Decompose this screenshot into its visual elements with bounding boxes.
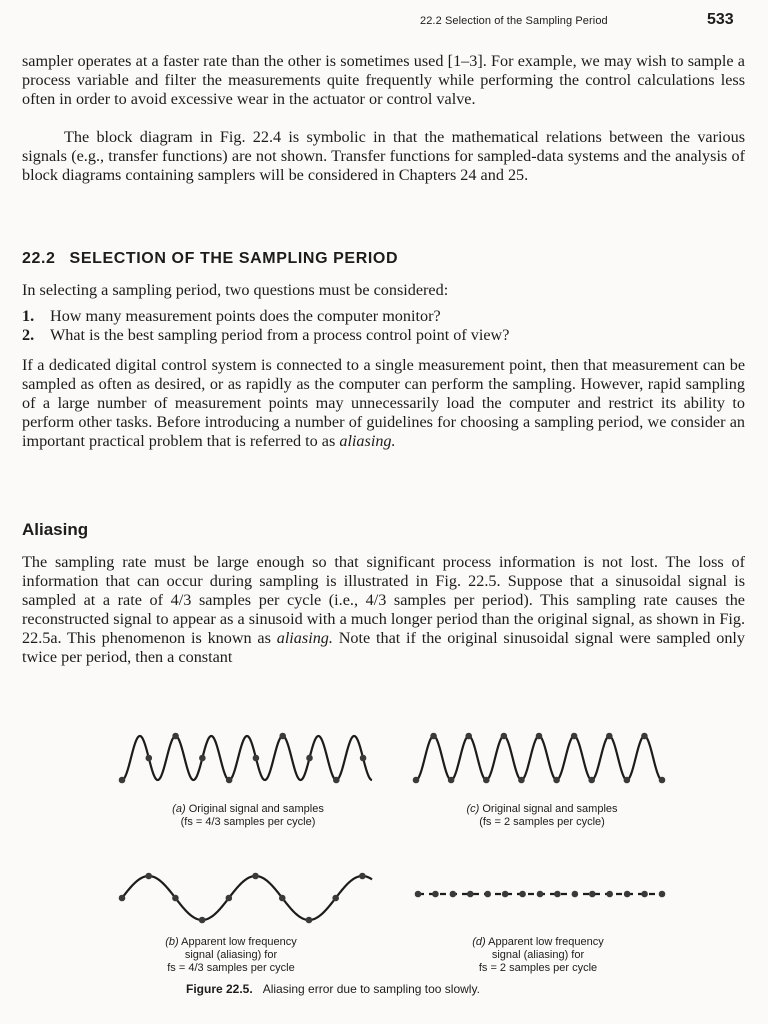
- caption-panel-c: [422, 803, 662, 829]
- sample-point: [467, 891, 474, 898]
- aliasing-heading: Aliasing: [22, 520, 89, 539]
- sample-point: [624, 777, 631, 784]
- caption-panel-d: [418, 936, 658, 975]
- caption-line: Apparent low frequency: [488, 936, 604, 948]
- sample-point: [359, 873, 366, 880]
- caption-panel-b: [111, 936, 351, 975]
- sample-point: [554, 891, 561, 898]
- sample-point: [226, 777, 233, 784]
- caption-letter: (d): [472, 936, 486, 948]
- aliasing-paragraph: [22, 553, 745, 667]
- signal-curve: [122, 736, 372, 780]
- sample-point: [518, 777, 525, 784]
- caption-line: fs = 4/3 samples per cycle: [167, 962, 295, 974]
- panel-b-aliased-signal: [119, 873, 372, 924]
- aliasing-paragraph-term: aliasing.: [276, 629, 333, 647]
- sample-point: [199, 917, 206, 924]
- sample-point: [430, 733, 437, 740]
- sample-point: [119, 777, 126, 784]
- caption-line: signal (aliasing) for: [184, 949, 278, 961]
- section-lead: In selecting a sampling period, two questions must be considered:: [22, 281, 449, 299]
- signal-curve: [416, 736, 662, 780]
- sample-point: [172, 733, 179, 740]
- list-item-text: What is the best sampling period from a process control point of view?: [50, 326, 510, 344]
- sample-point: [333, 777, 340, 784]
- section-paragraph-text: If a dedicated digital control system is connected to a single measurement point, then that measurement can be sampled as often as desired, or as rapidly as the computer can perform the sampling. However, rapid sampling of a large number of measurement points may unnecessarily load the computer and restrict its ability to perform other tasks. Before introducing a number of guidelines for choosing a sampling period, we consider an important practical problem that is referred to as: [22, 356, 745, 450]
- sample-point: [306, 755, 313, 762]
- sample-point: [448, 777, 455, 784]
- sample-point: [484, 891, 491, 898]
- list-item-number: 2.: [22, 326, 35, 344]
- aliasing-paragraph-part1: The sampling rate must be large enough so that significant process information is not lost. The loss of information that can occur during sampling is illustrated in Fig. 22.5. Suppose that a sinusoidal signal is sampled at a rate of 4/3 samples per cycle (i.e., 4/3 samples per period). This sampling rate causes the reconstructed signal to appear as a sinusoid with a much longer period than the original signal, as shown in Fig. 22.5a. This phenomenon is known as: [22, 553, 745, 647]
- sample-point: [306, 917, 313, 924]
- caption-line: (fs = 4/3 samples per cycle): [180, 816, 316, 828]
- list-item: [22, 326, 745, 345]
- sample-point: [253, 755, 260, 762]
- panel-c-original-signal: [413, 733, 666, 784]
- sample-point: [571, 733, 578, 740]
- question-list: [22, 307, 745, 345]
- sample-point: [279, 733, 286, 740]
- sample-point: [659, 891, 666, 898]
- figure-title: Aliasing error due to sampling too slowly.: [262, 982, 480, 996]
- sample-point: [537, 891, 544, 898]
- sample-point: [415, 891, 422, 898]
- figure-label: Figure 22.5.: [186, 982, 253, 996]
- sample-point: [226, 895, 233, 902]
- caption-line: (fs = 2 samples per cycle): [479, 816, 605, 828]
- sample-point: [519, 891, 526, 898]
- intro-paragraph-1: sampler operates at a faster rate than the other is sometimes used [1–3]. For example, we may wish to sample a process variable and filter the measurements quite frequently while performing the control calculations less often in order to avoid excessive wear in the actuator or control valve.: [22, 52, 745, 108]
- sample-point: [483, 777, 490, 784]
- panel-d-aliased-signal: [415, 891, 666, 898]
- sample-point: [501, 733, 508, 740]
- sample-point: [279, 895, 286, 902]
- caption-line: signal (aliasing) for: [491, 949, 585, 961]
- sample-point: [199, 755, 206, 762]
- sample-point: [659, 777, 666, 784]
- sample-point: [413, 777, 420, 784]
- caption-line: Original signal and samples: [188, 803, 324, 815]
- sample-point: [606, 733, 613, 740]
- sample-point: [536, 733, 543, 740]
- sample-point: [553, 777, 560, 784]
- caption-line: Original signal and samples: [482, 803, 618, 815]
- page-number: 533: [707, 11, 734, 28]
- sample-point: [572, 891, 579, 898]
- caption-line: fs = 2 samples per cycle: [478, 962, 598, 974]
- sample-point: [252, 873, 259, 880]
- sample-point: [119, 895, 126, 902]
- caption-line: Apparent low frequency: [181, 936, 297, 948]
- sample-point: [432, 891, 439, 898]
- sample-point: [332, 895, 339, 902]
- sample-point: [145, 873, 152, 880]
- sample-point: [145, 755, 152, 762]
- aliasing-term: aliasing.: [339, 432, 396, 450]
- sample-point: [589, 891, 596, 898]
- sample-point: [641, 891, 648, 898]
- sample-point: [465, 733, 472, 740]
- intro-paragraph-2: The block diagram in Fig. 22.4 is symbolic in that the mathematical relations between the various signals (e.g., transfer functions) are not shown. Transfer functions for sampled-data systems and the analysis of block diagrams containing samplers will be considered in Chapters 24 and 25.: [22, 128, 745, 184]
- section-number: 22.2: [22, 250, 56, 267]
- list-item-number: 1.: [22, 307, 35, 325]
- aliasing-paragraph-part2: Note that if the original sinusoidal signal were sampled only twice per period, then a constant: [22, 629, 746, 666]
- sample-point: [172, 895, 179, 902]
- list-item: [22, 307, 745, 326]
- caption-panel-a: [128, 803, 368, 829]
- list-item-text: How many measurement points does the computer monitor?: [50, 307, 441, 325]
- sample-point: [450, 891, 457, 898]
- section-heading: [22, 250, 398, 268]
- section-title: SELECTION OF THE SAMPLING PERIOD: [69, 250, 399, 267]
- caption-letter: (a): [172, 803, 186, 815]
- sample-point: [502, 891, 509, 898]
- running-header-section-title: 22.2 Selection of the Sampling Period: [420, 15, 608, 27]
- sample-point: [641, 733, 648, 740]
- sample-point: [624, 891, 631, 898]
- figure-caption: [186, 982, 480, 996]
- caption-letter: (b): [165, 936, 179, 948]
- sample-point: [606, 891, 613, 898]
- sample-point: [588, 777, 595, 784]
- sample-point: [360, 755, 367, 762]
- panel-a-original-signal: [119, 733, 372, 784]
- section-paragraph-main: [22, 356, 745, 451]
- caption-letter: (c): [466, 803, 480, 815]
